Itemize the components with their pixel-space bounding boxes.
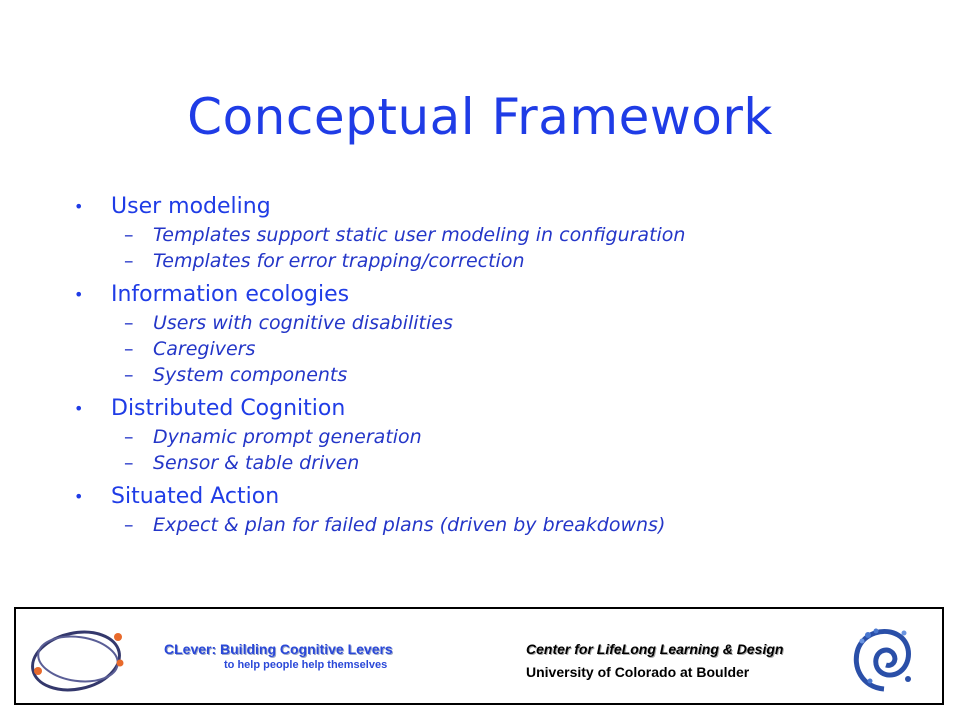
bullet-distributed-cognition (74, 394, 914, 424)
clever-orbit-logo-icon (28, 623, 138, 699)
bullet-user-modeling (74, 192, 914, 222)
bullet-dot: • (74, 399, 84, 418)
bullet-text: Information ecologies (111, 282, 350, 307)
bullet-list (74, 192, 914, 538)
footer-right-subtitle: University of Colorado at Boulder (526, 664, 750, 680)
sub-bullet-dash: – (124, 224, 134, 246)
sub-bullet-text: Templates for error trapping/correction (153, 250, 525, 272)
slide-title: Conceptual Framework (187, 88, 773, 146)
bullet-dot: • (74, 197, 84, 216)
sub-bullet-dash: – (124, 250, 134, 272)
bullet-text: Distributed Cognition (111, 396, 346, 421)
sub-bullet-text: Caregivers (153, 338, 256, 360)
sub-bullet-dash: – (124, 338, 134, 360)
sub-bullet-dash: – (124, 364, 134, 386)
sub-bullet (74, 450, 914, 476)
sub-bullet-dash: – (124, 514, 134, 536)
bullet-text: Situated Action (111, 484, 280, 509)
sub-bullet (74, 424, 914, 450)
footer-right-title: Center for LifeLong Learning & Design (526, 641, 784, 657)
sub-bullet-text: Users with cognitive disabilities (153, 312, 453, 334)
sub-bullet (74, 248, 914, 274)
bullet-text: User modeling (111, 194, 271, 219)
sub-bullet (74, 336, 914, 362)
sub-bullet (74, 310, 914, 336)
sub-bullet-dash: – (124, 312, 134, 334)
sub-bullet (74, 222, 914, 248)
footer-left-subtitle: to help people help themselves (224, 659, 388, 671)
bullet-dot: • (74, 487, 84, 506)
bullet-dot: • (74, 285, 84, 304)
sub-bullet-text: Sensor & table driven (153, 452, 360, 474)
slide-footer (14, 607, 944, 705)
l3d-nautilus-logo-icon (848, 623, 920, 699)
sub-bullet-text: Dynamic prompt generation (153, 426, 422, 448)
sub-bullet-dash: – (124, 426, 134, 448)
sub-bullet-text: System components (153, 364, 348, 386)
sub-bullet (74, 362, 914, 388)
bullet-information-ecologies (74, 280, 914, 310)
sub-bullet-text: Expect & plan for failed plans (driven by breakdowns) (153, 514, 666, 536)
sub-bullet (74, 512, 914, 538)
sub-bullet-text: Templates support static user modeling in configuration (153, 224, 686, 246)
bullet-situated-action (74, 482, 914, 512)
sub-bullet-dash: – (124, 452, 134, 474)
footer-left-title: CLever: Building Cognitive Levers (164, 641, 393, 657)
